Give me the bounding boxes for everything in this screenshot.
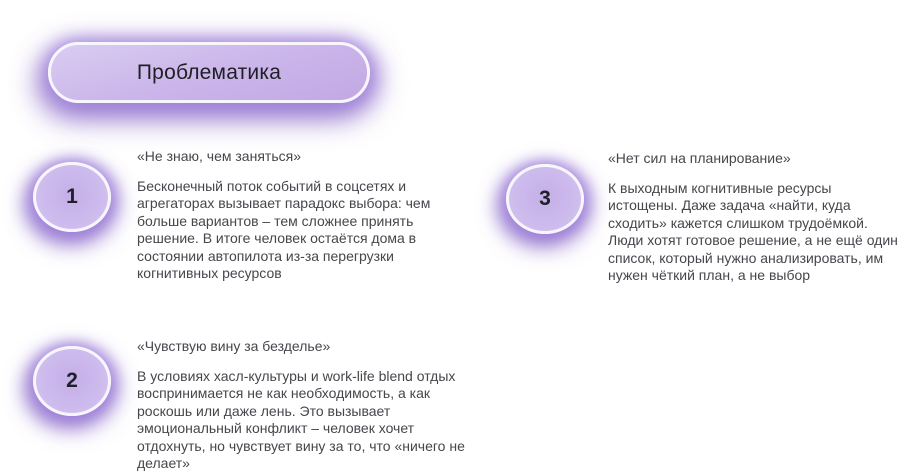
item-1-body: Бесконечный поток событий в соцсетях и агрегаторах вызывает парадокс выбора: чем больше вариантов – тем сложнее принять решение. В итоге человек остаётся дома в состоянии автопилота из-за перегрузки когнитивных ресурсов [137,177,431,281]
item-2-quote: «Чувствую вину за безделье» [137,338,331,354]
item-1-number: 1 [66,185,78,208]
item-1-text-block [137,148,439,283]
item-3-quote: «Нет сил на планирование» [608,150,791,166]
item-2-text-block [137,338,477,473]
item-3-text-block [608,150,900,285]
slide-title-pill [48,42,370,103]
item-2-body: В условиях хасл-культуры и work-life blend отдых воспринимается не как необходимость, а как роскошь или даже лень. Это вызывает эмоциональный конфликт – человек хочет отдохнуть, но чувствует вину за то, что «ничего не делает» [137,367,465,471]
item-2-number-badge [33,346,111,416]
item-2-number: 2 [66,369,78,392]
item-1-number-badge [33,162,111,232]
item-1-quote: «Не знаю, чем заняться» [137,148,301,164]
item-3-number: 3 [539,187,551,210]
item-3-number-badge [506,164,584,234]
item-3-body: К выходным когнитивные ресурсы истощены. Даже задача «найти, куда сходить» кажется слишком трудоёмкой. Люди хотят готовое решение, а не ещё один список, который нужно анализировать, им нужен чёткий план, а не выбор [608,179,898,283]
slide-title: Проблематика [136,60,282,84]
